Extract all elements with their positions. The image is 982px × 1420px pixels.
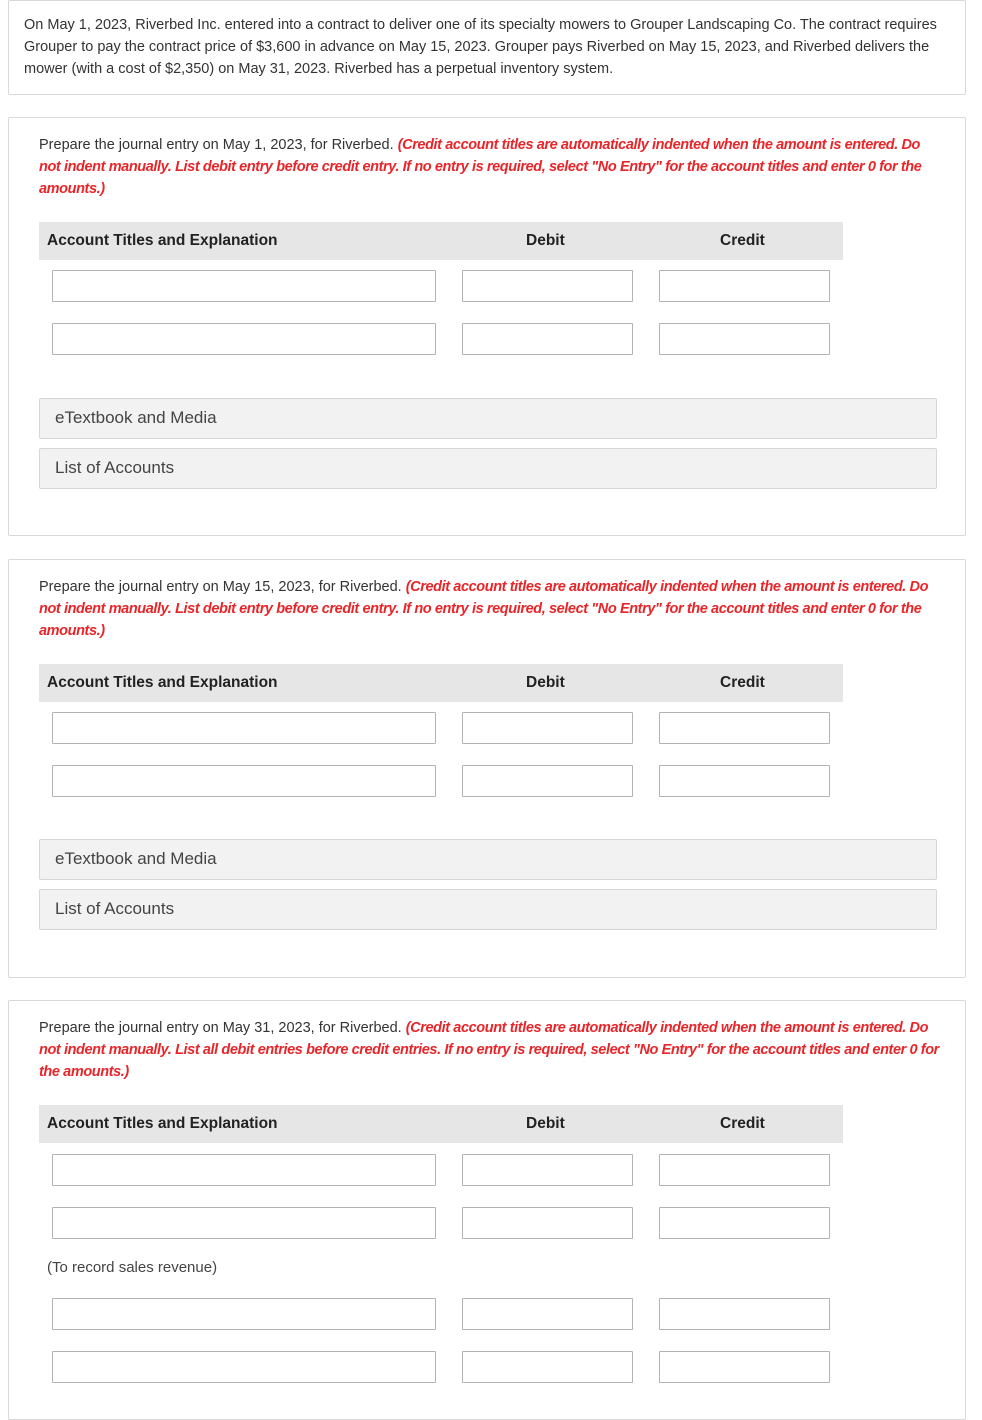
header-account-titles: Account Titles and Explanation — [47, 232, 278, 249]
prompt-instruction: (Credit account titles are automatically indented when the amount is entered. Do not indent manually. List debit entry before credit entry. If no entry is required, select "No Entry" for the account titles and enter 0 for the amounts.) — [39, 579, 929, 639]
debit-input[interactable] — [462, 1298, 633, 1330]
header-credit: Credit — [720, 232, 765, 249]
debit-input[interactable] — [462, 712, 633, 744]
header-debit: Debit — [526, 674, 565, 691]
header-account-titles: Account Titles and Explanation — [47, 1115, 278, 1132]
question-prompt — [39, 134, 944, 200]
account-title-input[interactable] — [52, 270, 436, 302]
credit-input[interactable] — [659, 1351, 830, 1383]
debit-input[interactable] — [462, 1154, 633, 1186]
account-title-input[interactable] — [52, 1154, 436, 1186]
credit-input[interactable] — [659, 1207, 830, 1239]
prompt-text: Prepare the journal entry on May 31, 2023, for Riverbed. — [39, 1020, 402, 1036]
header-account-titles: Account Titles and Explanation — [47, 674, 278, 691]
question-card-may-15 — [8, 559, 966, 978]
list-of-accounts-label: List of Accounts — [55, 899, 175, 918]
prompt-text: Prepare the journal entry on May 1, 2023, for Riverbed. — [39, 137, 394, 153]
question-card-may-31 — [8, 1000, 966, 1420]
account-title-input[interactable] — [52, 712, 436, 744]
journal-table-header — [39, 1105, 843, 1143]
header-credit: Credit — [720, 674, 765, 691]
journal-table-header — [39, 222, 843, 260]
etextbook-media-label: eTextbook and Media — [55, 849, 217, 868]
etextbook-media-label: eTextbook and Media — [55, 408, 217, 427]
header-debit: Debit — [526, 232, 565, 249]
problem-statement: On May 1, 2023, Riverbed Inc. entered into a contract to deliver one of its specialty mowers to Grouper Landscaping Co. The contract requires Grouper to pay the contract price of $3,600 in advance on May 15, 2023. Grouper pays Riverbed on May 15, 2023, and Riverbed delivers the mower (with a cost of $2,350) on May 31, 2023. Riverbed has a perpetual inventory system. — [24, 17, 937, 77]
entry-explanation: (To record sales revenue) — [47, 1259, 218, 1276]
header-debit: Debit — [526, 1115, 565, 1132]
prompt-instruction: (Credit account titles are automatically indented when the amount is entered. Do not indent manually. List all debit entries before credit entries. If no entry is required, select "No Entry" for the account titles and enter 0 for the amounts.) — [39, 1020, 939, 1080]
header-credit: Credit — [720, 1115, 765, 1132]
credit-input[interactable] — [659, 270, 830, 302]
account-title-input[interactable] — [52, 1298, 436, 1330]
credit-input[interactable] — [659, 1154, 830, 1186]
credit-input[interactable] — [659, 1298, 830, 1330]
debit-input[interactable] — [462, 1207, 633, 1239]
credit-input[interactable] — [659, 323, 830, 355]
debit-input[interactable] — [462, 270, 633, 302]
list-of-accounts-link[interactable] — [39, 889, 937, 930]
prompt-instruction: (Credit account titles are automatically indented when the amount is entered. Do not indent manually. List debit entry before credit entry. If no entry is required, select "No Entry" for the account titles and enter 0 for the amounts.) — [39, 137, 922, 197]
credit-input[interactable] — [659, 765, 830, 797]
account-title-input[interactable] — [52, 1207, 436, 1239]
account-title-input[interactable] — [52, 323, 436, 355]
list-of-accounts-link[interactable] — [39, 448, 937, 489]
debit-input[interactable] — [462, 765, 633, 797]
account-title-input[interactable] — [52, 765, 436, 797]
debit-input[interactable] — [462, 323, 633, 355]
account-title-input[interactable] — [52, 1351, 436, 1383]
problem-statement-card — [8, 0, 966, 95]
etextbook-media-link[interactable] — [39, 839, 937, 880]
prompt-text: Prepare the journal entry on May 15, 2023, for Riverbed. — [39, 579, 402, 595]
etextbook-media-link[interactable] — [39, 398, 937, 439]
question-card-may-1 — [8, 117, 966, 536]
credit-input[interactable] — [659, 712, 830, 744]
list-of-accounts-label: List of Accounts — [55, 458, 175, 477]
question-prompt — [39, 576, 944, 642]
question-prompt — [39, 1017, 944, 1083]
debit-input[interactable] — [462, 1351, 633, 1383]
journal-table-header — [39, 664, 843, 702]
